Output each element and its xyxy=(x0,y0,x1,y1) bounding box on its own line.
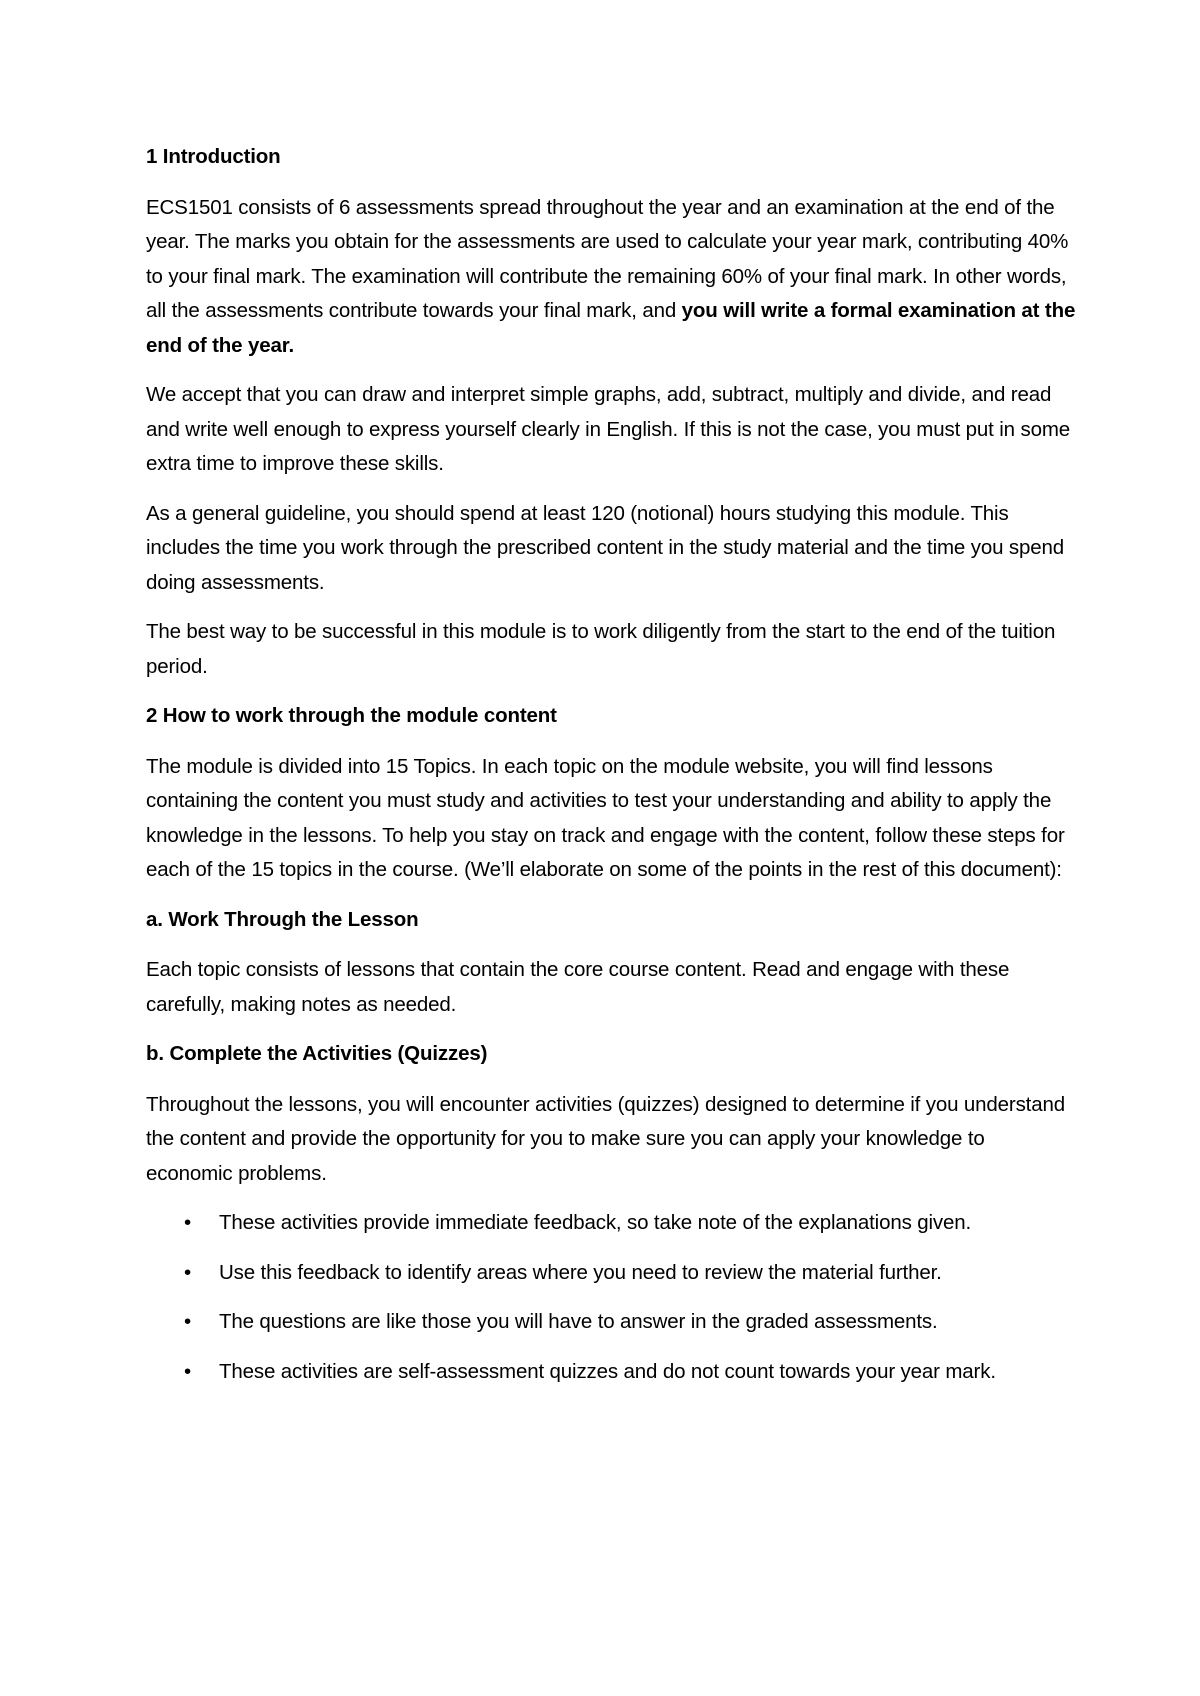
intro-paragraph-skills: We accept that you can draw and interpret simple graphs, add, subtract, multiply and divide, and read and write well enough to express yourself clearly in English. If this is not the case, you must put in some extra time to improve these skills. xyxy=(146,383,1070,475)
bullet-icon: • xyxy=(184,1310,192,1333)
list-item xyxy=(146,1256,1076,1291)
bullet-icon: • xyxy=(184,1359,192,1383)
bullet-icon: • xyxy=(184,1211,192,1234)
list-item-text: Use this feedback to identify areas where you need to review the material further. xyxy=(219,1260,942,1284)
list-item-text: The questions are like those you will have to answer in the graded assessments. xyxy=(219,1310,938,1333)
list-item-text: These activities are self-assessment quizzes and do not count towards your year mark. xyxy=(219,1359,996,1383)
section-heading-how-to-work: 2 How to work through the module content xyxy=(146,704,557,727)
activities-bullet-list xyxy=(146,1206,1076,1389)
intro-paragraph-assessments xyxy=(146,191,1076,364)
bullet-icon: • xyxy=(184,1260,192,1284)
list-item xyxy=(146,1305,1076,1340)
how-to-paragraph: The module is divided into 15 Topics. In each topic on the module website, you will find lessons containing the content you must study and activities to test your understanding and ability to apply the knowledge in the lessons. To help you stay on track and engage with the content, follow these steps for each of the 15 topics in the course. (We’ll elaborate on some of the points in the rest of this document): xyxy=(146,754,1065,881)
step-b-paragraph: Throughout the lessons, you will encounter activities (quizzes) designed to determine if you understand the content and provide the opportunity for you to make sure you can apply your knowledge to economic problems. xyxy=(146,1092,1065,1185)
intro-paragraph-success: The best way to be successful in this module is to work diligently from the start to the end of the tuition period. xyxy=(146,620,1056,678)
list-item xyxy=(146,1355,1076,1390)
intro-paragraph-assessments-emphasis: you will write a formal examination at the end of the year xyxy=(146,299,1076,357)
step-heading-complete-activities: b. Complete the Activities (Quizzes) xyxy=(146,1042,488,1065)
intro-paragraph-assessments-text: ECS1501 consists of 6 assessments spread throughout the year and an examination at the end of the year. The marks you obtain for the assessments are used to calculate your year mark, contributing 40% to your final mark. The examination will contribute the remaining 60% of your final mark. In other words, all the assessments contribute towards your final mark, and xyxy=(146,195,1069,322)
section-heading-introduction: 1 Introduction xyxy=(146,145,281,168)
step-a-paragraph: Each topic consists of lessons that contain the core course content. Read and engage with these carefully, making notes as needed. xyxy=(146,958,1010,1016)
list-item xyxy=(146,1206,1076,1241)
step-heading-work-through-lesson: a. Work Through the Lesson xyxy=(146,907,419,931)
document-page xyxy=(146,140,1076,1404)
intro-paragraph-study-hours: As a general guideline, you should spend at least 120 (notional) hours studying this module. This includes the time you work through the prescribed content in the study material and the time you spend doing assessments. xyxy=(146,501,1064,594)
list-item-text: These activities provide immediate feedback, so take note of the explanations given. xyxy=(219,1211,972,1234)
intro-paragraph-assessments-period: . xyxy=(288,333,294,357)
